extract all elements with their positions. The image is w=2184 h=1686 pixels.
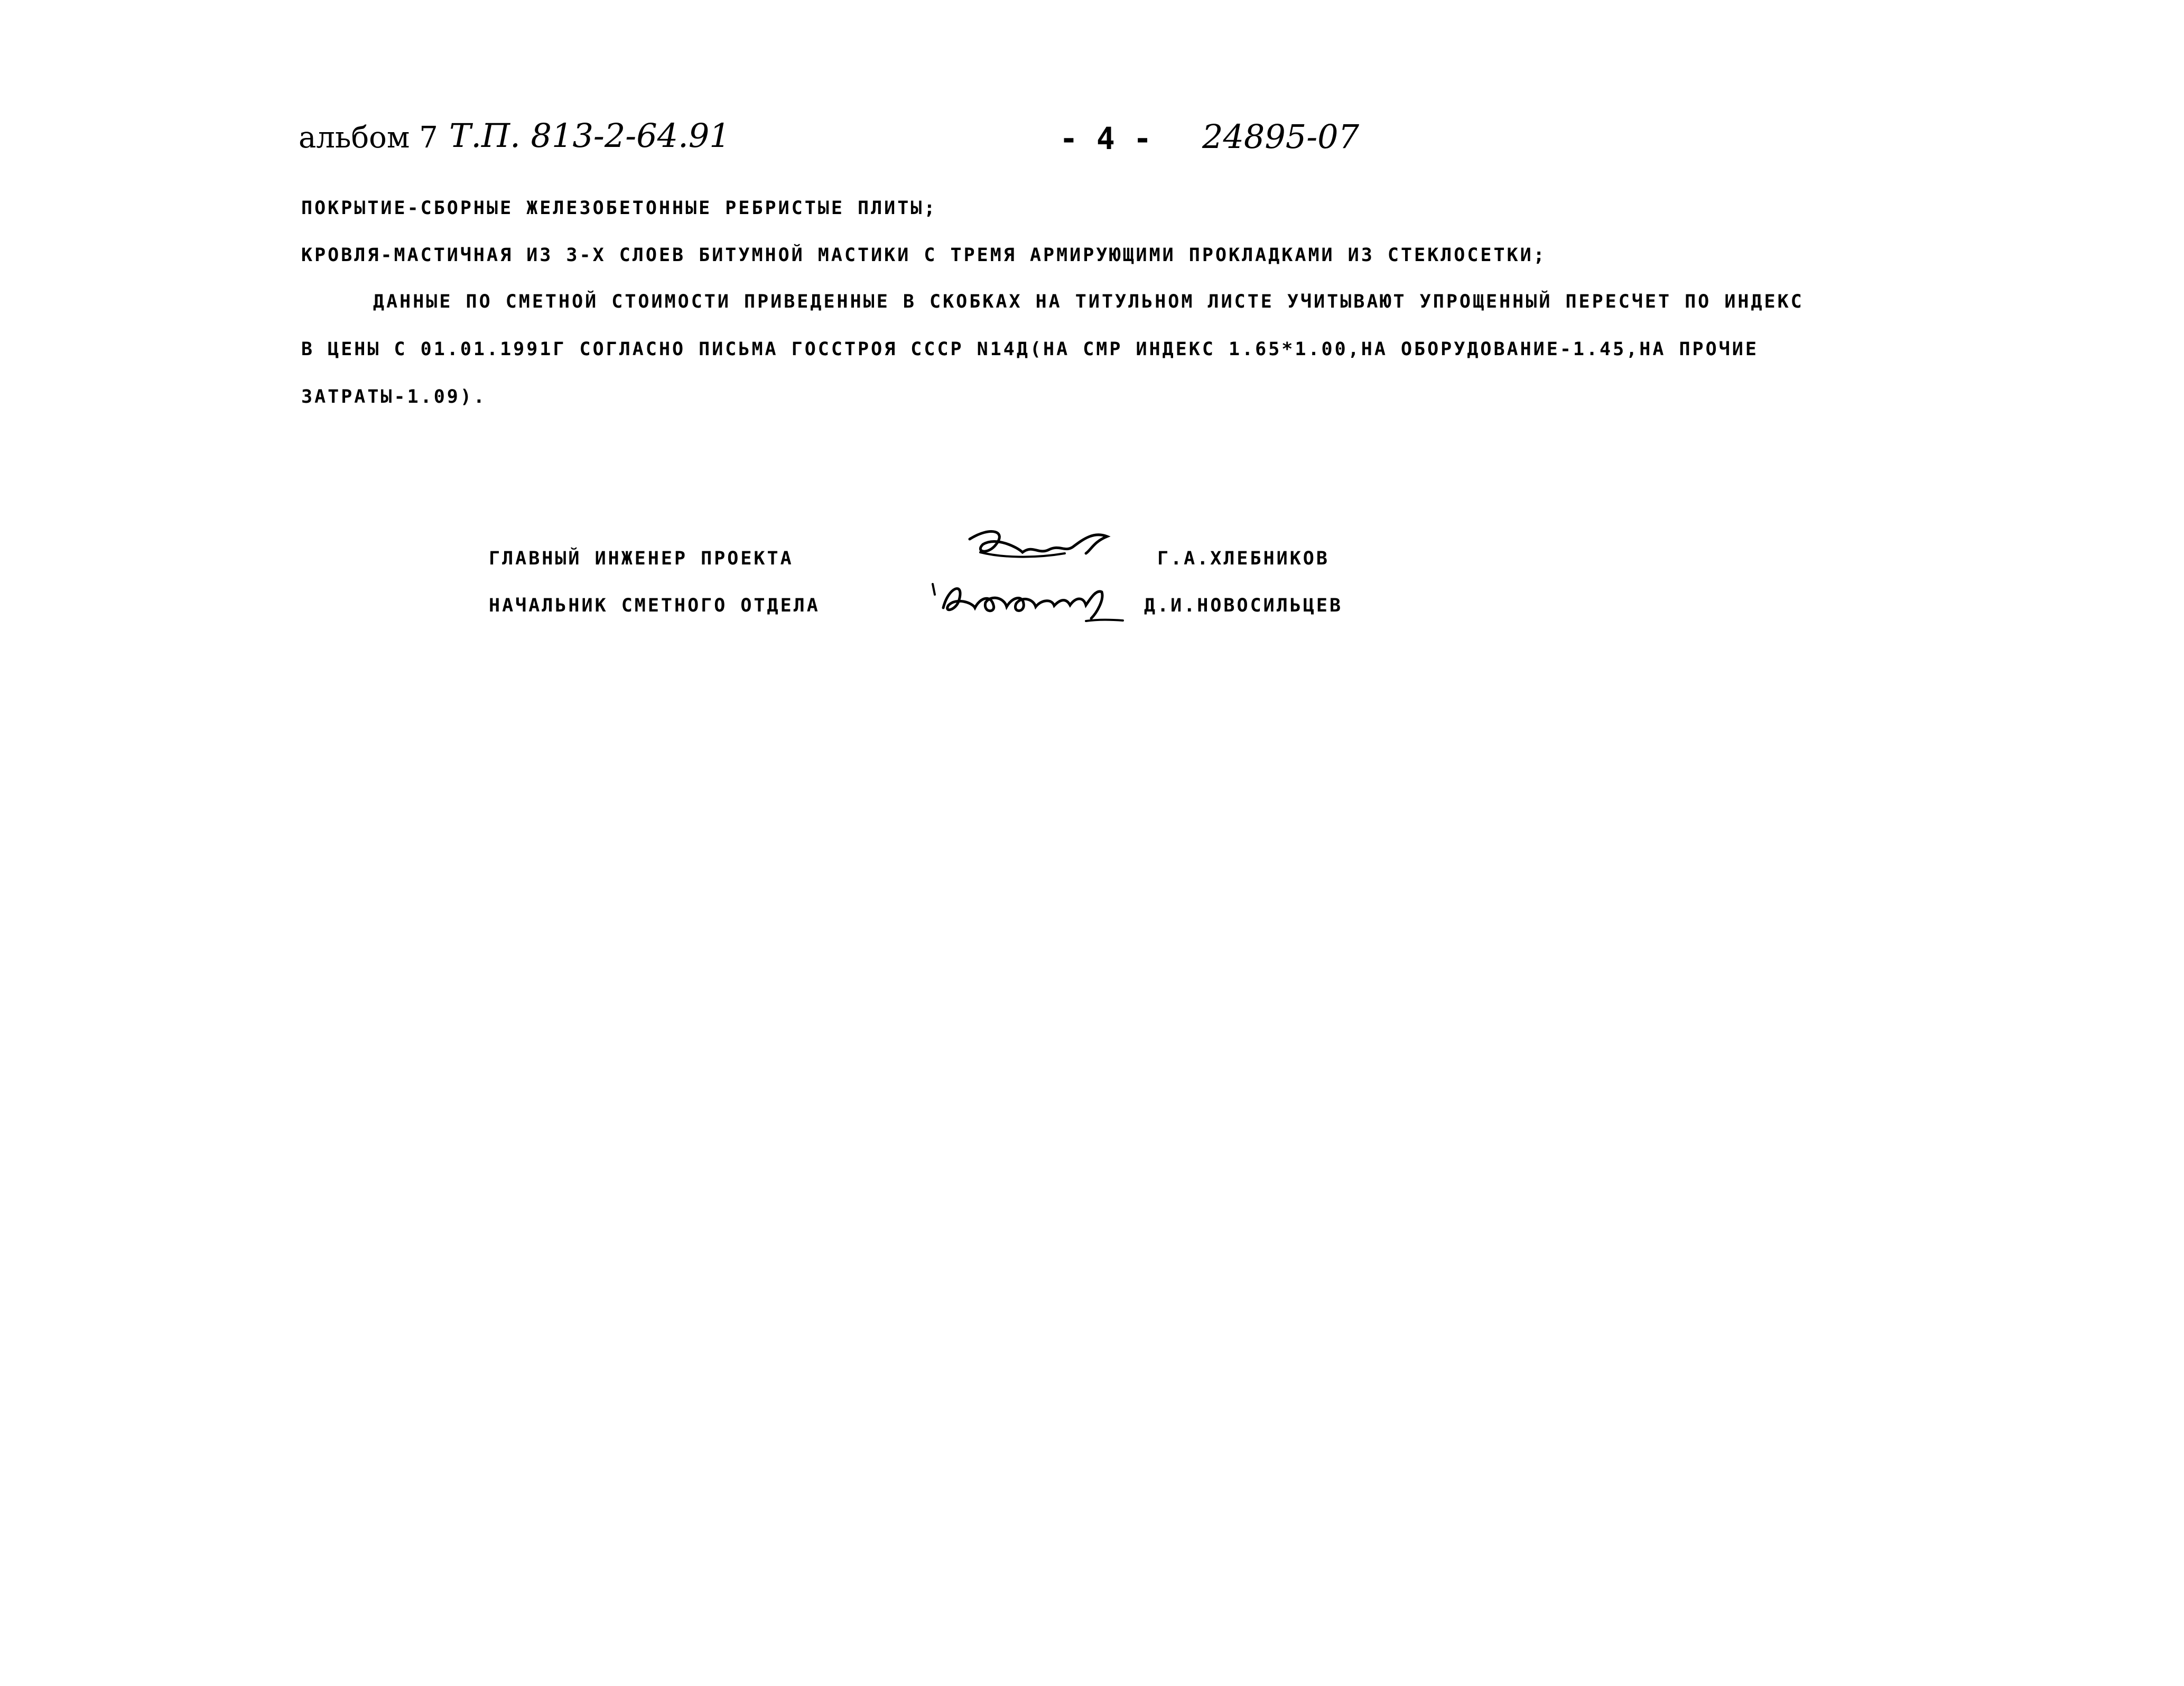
estimate-department-head-name: Д.И.НОВОСИЛЬЦЕВ <box>1144 595 1343 616</box>
chief-engineer-name: Г.А.ХЛЕБНИКОВ <box>1157 548 1330 569</box>
body-line-roofing: КРОВЛЯ-МАСТИЧНАЯ ИЗ 3-Х СЛОЕВ БИТУМНОЙ МАСТИКИ С ТРЕМЯ АРМИРУЮЩИМИ ПРОКЛАДКАМИ ИЗ СТЕКЛОСЕТКИ; <box>301 245 1547 266</box>
body-line-roof-covering: ПОКРЫТИЕ-СБОРНЫЕ ЖЕЛЕЗОБЕТОННЫЕ РЕБРИСТЫЕ ПЛИТЫ; <box>301 198 937 219</box>
estimate-department-head-title: НАЧАЛЬНИК СМЕТНОГО ОТДЕЛА <box>489 595 820 616</box>
body-line-price-index: В ЦЕНЫ С 01.01.1991Г СОГЛАСНО ПИСЬМА ГОССТРОЯ СССР N14Д(НА СМР ИНДЕКС 1.65*1.00,НА ОБОРУДОВАНИЕ-1.45,НА ПРОЧИЕ <box>301 339 1759 360</box>
chief-engineer-title: ГЛАВНЫЙ ИНЖЕНЕР ПРОЕКТА <box>489 548 794 569</box>
page-number: - 4 - <box>1060 121 1152 156</box>
body-line-cost-data: ДАННЫЕ ПО СМЕТНОЙ СТОИМОСТИ ПРИВЕДЕННЫЕ В СКОБКАХ НА ТИТУЛЬНОМ ЛИСТЕ УЧИТЫВАЮТ УПРОЩЕННЫЙ ПЕРЕСЧЕТ ПО ИНДЕКС <box>373 291 1804 312</box>
project-number: Т.П. 813-2-64.91 <box>449 116 730 155</box>
album-label: альбом 7 <box>299 121 438 155</box>
estimate-department-head-signature <box>927 576 1128 634</box>
registration-number: 24895-07 <box>1202 117 1360 156</box>
body-line-other-costs: ЗАТРАТЫ-1.09). <box>301 386 487 407</box>
chief-engineer-signature <box>959 521 1118 579</box>
